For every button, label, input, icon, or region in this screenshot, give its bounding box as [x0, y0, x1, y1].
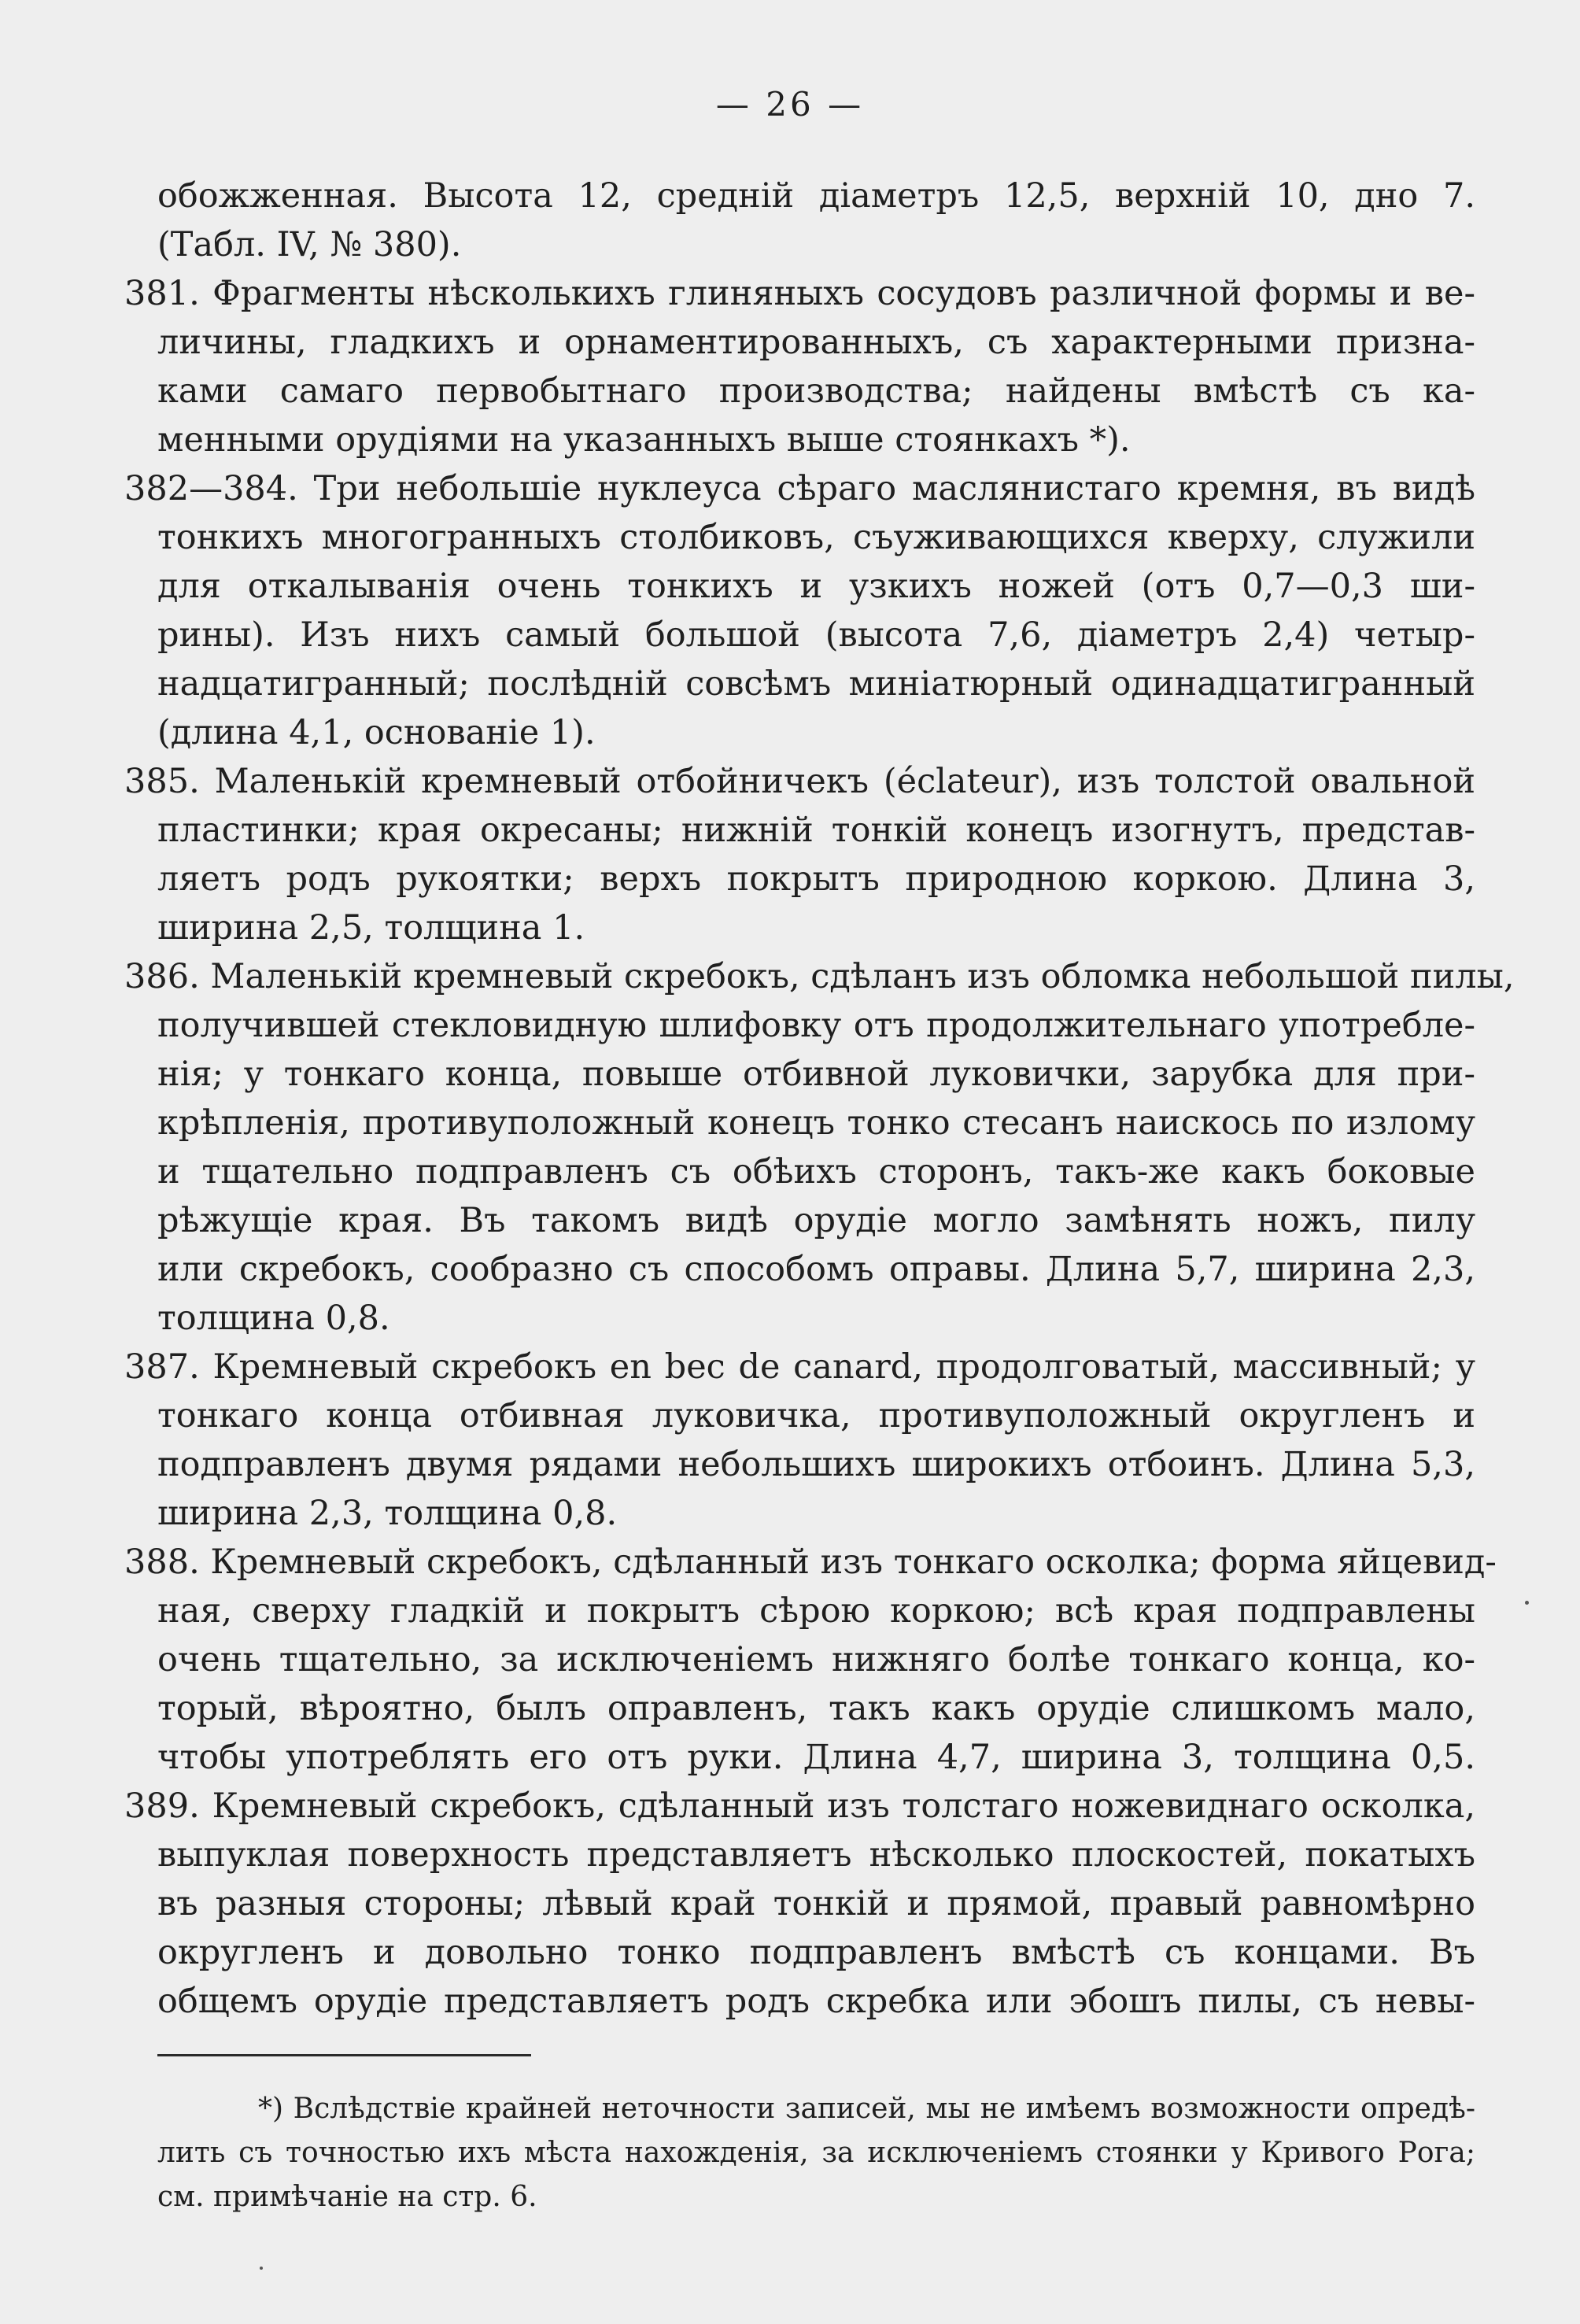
text-line: менными орудіями на указанныхъ выше стоянкахъ *).	[157, 420, 1131, 460]
page-number: — 26 —	[715, 85, 865, 124]
text-line: обожженная. Высота 12, средній діаметръ 12,5, верхній 10, дно 7.	[157, 176, 1475, 216]
text-line: (Табл. IV, № 380).	[157, 225, 462, 264]
text-line: ками самаго первобытнаго производства; найдены вмѣстѣ съ ка-	[157, 371, 1475, 411]
text-line: нія; у тонкаго конца, повыше отбивной луковички, зарубка для при-	[157, 1055, 1475, 1094]
text-line: (длина 4,1, основаніе 1).	[157, 713, 596, 752]
text-line: ширина 2,5, толщина 1.	[157, 908, 585, 948]
text-line: пластинки; края окресаны; нижній тонкій конецъ изогнутъ, представ-	[157, 811, 1475, 850]
footnote-line: см. примѣчаніе на стр. 6.	[157, 2181, 537, 2213]
paper-speck	[260, 2267, 263, 2270]
footnote-line: лить съ точностью ихъ мѣста нахожденія, за исключеніемъ стоянки у Кривого Рога;	[157, 2137, 1475, 2169]
entry-387-line: 387. Кремневый скребокъ en bec de canard, продолговатый, массивный; у	[124, 1347, 1475, 1387]
entry-382-384-line: 382—384. Три небольшіе нуклеуса сѣраго маслянистаго кремня, въ видѣ	[124, 469, 1475, 508]
text-line: личины, гладкихъ и орнаментированныхъ, съ характерными призна-	[157, 323, 1475, 362]
text-line: тонкихъ многогранныхъ столбиковъ, съуживающихся кверху, служили	[157, 518, 1475, 557]
text-line: надцатигранный; послѣдній совсѣмъ миніатюрный одинадцатигранный	[157, 664, 1475, 704]
text-line: общемъ орудіе представляетъ родъ скребка или эбошъ пилы, съ невы-	[157, 1982, 1475, 2021]
entry-385-line: 385. Маленькій кремневый отбойничекъ (éclateur), изъ толстой овальной	[124, 762, 1475, 801]
text-line: рины). Изъ нихъ самый большой (высота 7,6, діаметръ 2,4) четыр-	[157, 615, 1475, 655]
footnote-line: *) Вслѣдствіе крайней неточности записей, мы не имѣемъ возможности опредѣ-	[258, 2093, 1475, 2125]
footnote-divider	[157, 2054, 531, 2056]
text-line: и тщательно подправленъ съ обѣихъ сторонъ, такъ-же какъ боковые	[157, 1152, 1475, 1192]
main-text	[124, 172, 1515, 2026]
text-line: рѣжущіе края. Въ такомъ видѣ орудіе могло замѣнять ножъ, пилу	[157, 1201, 1475, 1240]
text-line: очень тщательно, за исключеніемъ нижняго болѣе тонкаго конца, ко-	[157, 1640, 1475, 1679]
entry-381-line: 381. Фрагменты нѣсколькихъ глиняныхъ сосудовъ различной формы и ве-	[124, 274, 1475, 313]
text-line: выпуклая поверхность представляетъ нѣсколько плоскостей, покатыхъ	[157, 1835, 1475, 1875]
entry-389-line: 389. Кремневый скребокъ, сдѣланный изъ толстаго ножевиднаго осколка,	[124, 1786, 1475, 1826]
text-line: крѣпленія, противуположный конецъ тонко стесанъ наискось по излому	[157, 1103, 1475, 1143]
text-line: толщина 0,8.	[157, 1299, 390, 1338]
entry-388-line: 388. Кремневый скребокъ, сдѣланный изъ тонкаго осколка; форма яйцевид-	[124, 1543, 1497, 1582]
text-line: получившей стекловидную шлифовку отъ продолжительнаго употребле-	[157, 1006, 1475, 1045]
paper-speck	[1525, 1601, 1529, 1605]
text-line: въ разныя стороны; лѣвый край тонкій и прямой, правый равномѣрно	[157, 1884, 1475, 1923]
footnote	[157, 2087, 1475, 2219]
text-line: для откалыванія очень тонкихъ и узкихъ ножей (отъ 0,7—0,3 ши-	[157, 567, 1475, 606]
text-line: ляетъ родъ рукоятки; верхъ покрытъ природною коркою. Длина 3,	[157, 859, 1475, 899]
text-line: тонкаго конца отбивная луковичка, противуположный округленъ и	[157, 1396, 1475, 1435]
entry-386-line: 386. Маленькій кремневый скребокъ, сдѣланъ изъ обломка небольшой пилы,	[124, 957, 1515, 996]
text-line: подправленъ двумя рядами небольшихъ широкихъ отбоинъ. Длина 5,3,	[157, 1445, 1475, 1484]
text-line: округленъ и довольно тонко подправленъ вмѣстѣ съ концами. Въ	[157, 1933, 1475, 1972]
text-line: или скребокъ, сообразно съ способомъ оправы. Длина 5,7, ширина 2,3,	[157, 1250, 1475, 1289]
text-line: торый, вѣроятно, былъ оправленъ, такъ какъ орудіе слишкомъ мало,	[157, 1689, 1475, 1728]
text-line: ная, сверху гладкій и покрытъ сѣрою коркою; всѣ края подправлены	[157, 1591, 1475, 1631]
text-line: чтобы употреблять его отъ руки. Длина 4,7, ширина 3, толщина 0,5.	[157, 1738, 1475, 1777]
text-line: ширина 2,3, толщина 0,8.	[157, 1494, 618, 1533]
